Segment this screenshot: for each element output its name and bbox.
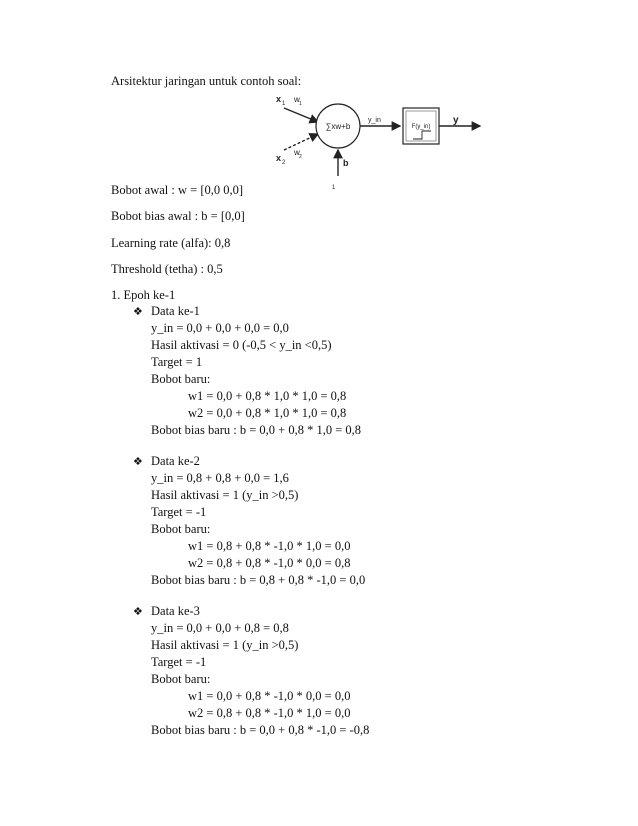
data-2-w2: w2 = 0,8 + 0,8 * -1,0 * 0,0 = 0,8 xyxy=(188,556,351,570)
x1-label: x xyxy=(276,94,282,104)
bias-input-label: 1 xyxy=(332,185,336,191)
bias-label: b xyxy=(343,158,349,168)
neuron-label: ∑xw+b xyxy=(325,122,351,131)
w2-sub: 2 xyxy=(299,154,302,160)
data-3-title: Data ke-3 xyxy=(151,604,200,618)
data-2-yin: y_in = 0,8 + 0,8 + 0,0 = 1,6 xyxy=(151,471,289,485)
x1-arrow xyxy=(284,108,318,122)
data-1-w1: w1 = 0,0 + 0,8 * 1,0 * 1,0 = 0,8 xyxy=(188,389,347,403)
x2-sub: 2 xyxy=(282,160,286,166)
epoch-title: 1. Epoh ke-1 xyxy=(111,288,176,302)
intro-text: Arsitektur jaringan untuk contoh soal: xyxy=(111,74,302,88)
diamond-bullet-icon: ❖ xyxy=(133,455,143,468)
diamond-bullet-icon: ❖ xyxy=(133,305,143,318)
x1-sub: 1 xyxy=(282,101,286,107)
data-3-w1: w1 = 0,0 + 0,8 * -1,0 * 0,0 = 0,0 xyxy=(188,689,351,703)
w2-label: w xyxy=(294,148,300,157)
data-1-title: Data ke-1 xyxy=(151,304,200,318)
x2-label: x xyxy=(276,153,282,163)
data-3-new-weights-label: Bobot baru: xyxy=(151,672,211,686)
yin-label: y_in xyxy=(368,117,381,124)
x2-arrow xyxy=(284,134,318,150)
diamond-bullet-icon: ❖ xyxy=(133,605,143,618)
network-diagram xyxy=(268,86,498,196)
data-2-title: Data ke-2 xyxy=(151,454,200,468)
param-initial-bias: Bobot bias awal : b = [0,0] xyxy=(111,209,245,223)
data-2-target: Target = -1 xyxy=(151,505,207,519)
data-1-new-weights-label: Bobot baru: xyxy=(151,372,211,386)
data-3-yin: y_in = 0,0 + 0,0 + 0,8 = 0,8 xyxy=(151,621,289,635)
data-1-w2: w2 = 0,0 + 0,8 * 1,0 * 1,0 = 0,8 xyxy=(188,406,347,420)
data-2-new-weights-label: Bobot baru: xyxy=(151,522,211,536)
data-3-bias: Bobot bias baru : b = 0,0 + 0,8 * -1,0 = -0,8 xyxy=(151,723,370,737)
data-2-w1: w1 = 0,8 + 0,8 * -1,0 * 1,0 = 0,0 xyxy=(188,539,351,553)
data-1-yin: y_in = 0,0 + 0,0 + 0,0 = 0,0 xyxy=(151,321,289,335)
data-2-activation: Hasil aktivasi = 1 (y_in >0,5) xyxy=(151,488,299,502)
param-initial-weights: Bobot awal : w = [0,0 0,0] xyxy=(111,183,244,197)
activation-label: F(y_in) xyxy=(411,124,431,130)
param-threshold: Threshold (tetha) : 0,5 xyxy=(111,262,223,276)
w1-sub: 1 xyxy=(299,101,302,107)
data-1-bias: Bobot bias baru : b = 0,0 + 0,8 * 1,0 = 0,8 xyxy=(151,423,362,437)
data-1-activation: Hasil aktivasi = 0 (-0,5 < y_in <0,5) xyxy=(151,338,332,352)
data-3-activation: Hasil aktivasi = 1 (y_in >0,5) xyxy=(151,638,299,652)
w1-label: w xyxy=(294,95,300,104)
param-learning-rate: Learning rate (alfa): 0,8 xyxy=(111,236,231,250)
data-3-w2: w2 = 0,8 + 0,8 * -1,0 * 1,0 = 0,0 xyxy=(188,706,351,720)
data-3-target: Target = -1 xyxy=(151,655,207,669)
output-label: y xyxy=(453,115,459,126)
data-2-bias: Bobot bias baru : b = 0,8 + 0,8 * -1,0 = 0,0 xyxy=(151,573,366,587)
data-1-target: Target = 1 xyxy=(151,355,203,369)
